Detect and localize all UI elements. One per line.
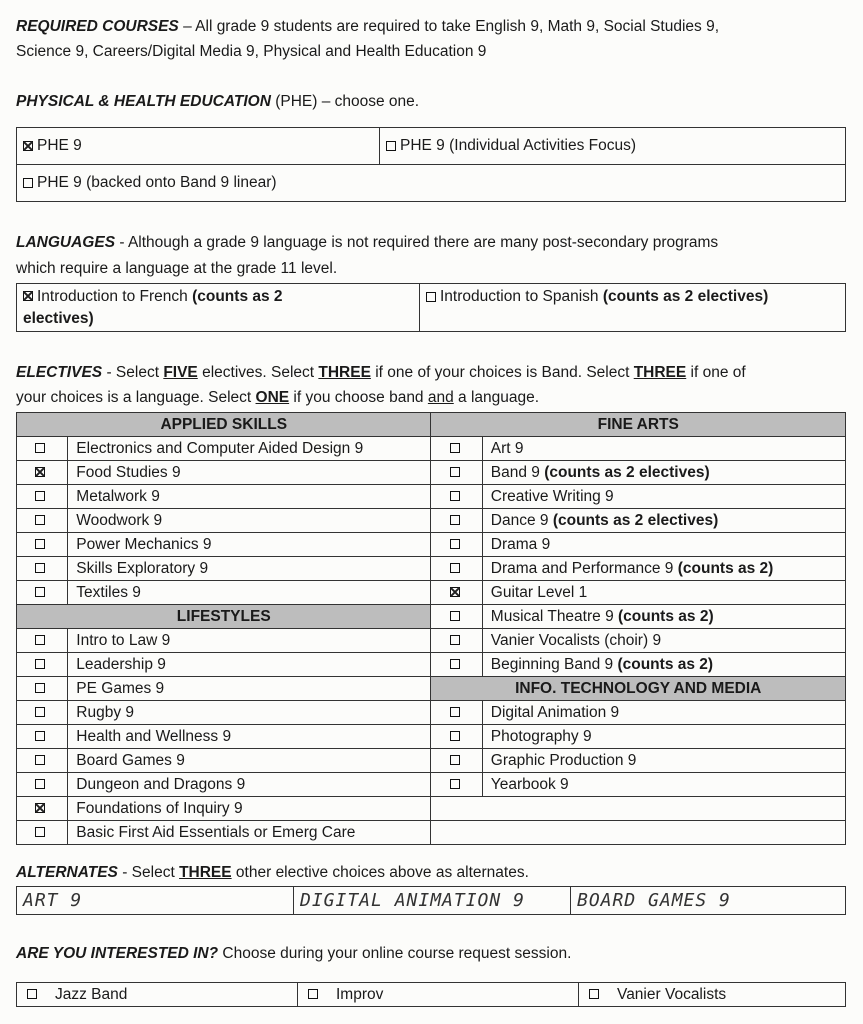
elective-option[interactable] — [68, 773, 431, 797]
checkbox-checked-icon[interactable] — [23, 141, 33, 151]
electives-text-line1 — [16, 364, 746, 382]
elective-checkbox-cell[interactable] — [17, 629, 68, 653]
elective-option[interactable] — [482, 653, 845, 677]
alternates-section-title — [16, 864, 529, 882]
elective-note: (counts as 2 electives) — [552, 511, 719, 529]
table-row — [17, 461, 846, 485]
languages-section-title — [16, 234, 718, 252]
elective-option[interactable] — [482, 749, 845, 773]
elective-note: (counts as 2 electives) — [544, 463, 710, 481]
alternate-field-2[interactable]: DIGITAL ANIMATION 9 — [294, 887, 571, 915]
elective-label: Drama 9 — [490, 535, 551, 553]
elective-option[interactable] — [68, 461, 431, 485]
alternates-table — [16, 886, 846, 915]
elective-checkbox-cell[interactable] — [431, 533, 482, 557]
table-row — [17, 629, 846, 653]
checkbox-icon[interactable] — [589, 989, 599, 999]
table-row — [17, 437, 846, 461]
elective-label: Health and Wellness 9 — [76, 727, 232, 745]
elective-option[interactable] — [482, 533, 845, 557]
required-text-line2: Science 9, Careers/Digital Media 9, Physical and Health Education 9 — [16, 43, 487, 60]
elective-checkbox-cell[interactable] — [431, 581, 482, 605]
elective-checkbox-cell[interactable] — [431, 773, 482, 797]
checkbox-icon[interactable] — [35, 683, 45, 693]
electives-emphasis: ONE — [255, 389, 290, 406]
elective-label: Board Games 9 — [76, 751, 185, 769]
category-header: APPLIED SKILLS — [17, 413, 431, 437]
elective-option[interactable] — [68, 509, 431, 533]
electives-emphasis: FIVE — [163, 364, 198, 381]
checkbox-icon[interactable] — [450, 731, 460, 741]
checkbox-icon[interactable] — [23, 178, 33, 188]
elective-note: (counts as 2) — [677, 559, 774, 577]
phe-option-3[interactable] — [17, 165, 846, 202]
checkbox-icon[interactable] — [35, 491, 45, 501]
elective-option[interactable] — [482, 485, 845, 509]
checkbox-icon[interactable] — [450, 539, 460, 549]
table-row — [17, 413, 846, 437]
elective-label: Band 9 — [490, 463, 545, 481]
elective-option[interactable] — [482, 773, 845, 797]
elective-checkbox-cell[interactable] — [17, 557, 68, 581]
language-option-label: Introduction to Spanish — [440, 288, 603, 305]
empty-cell — [431, 797, 846, 821]
checkbox-icon[interactable] — [35, 539, 45, 549]
elective-checkbox-cell[interactable] — [431, 557, 482, 581]
elective-option[interactable] — [482, 605, 845, 629]
checkbox-icon[interactable] — [450, 659, 460, 669]
electives-text: your choices is a language. Select — [16, 389, 256, 406]
checkbox-icon[interactable] — [450, 755, 460, 765]
language-option-note: (counts as 2 — [192, 287, 283, 305]
alternate-field-3[interactable]: BOARD GAMES 9 — [571, 887, 846, 915]
table-row — [17, 533, 846, 557]
category-header: LIFESTYLES — [17, 605, 431, 629]
elective-checkbox-cell[interactable] — [17, 773, 68, 797]
checkbox-icon[interactable] — [450, 563, 460, 573]
checkbox-checked-icon[interactable] — [23, 291, 33, 301]
language-option-french[interactable] — [17, 284, 420, 332]
checkbox-icon[interactable] — [35, 731, 45, 741]
elective-checkbox-cell[interactable] — [17, 821, 68, 845]
elective-option[interactable] — [68, 749, 431, 773]
electives-text: if you choose band — [289, 389, 428, 406]
checkbox-icon[interactable] — [450, 443, 460, 453]
phe-option-1[interactable] — [17, 128, 380, 165]
table-row — [17, 653, 846, 677]
elective-checkbox-cell[interactable] — [431, 701, 482, 725]
table-row — [17, 749, 846, 773]
required-text-line1: – All grade 9 students are required to take English 9, Math 9, Social Studies 9, — [178, 18, 720, 35]
table-row — [17, 725, 846, 749]
elective-checkbox-cell[interactable] — [17, 701, 68, 725]
elective-label: Digital Animation 9 — [490, 703, 620, 721]
alternate-field-1[interactable]: ART 9 — [17, 887, 294, 915]
table-row — [17, 701, 846, 725]
table-row — [17, 677, 846, 701]
elective-label: Leadership 9 — [76, 655, 166, 673]
elective-label: Beginning Band 9 — [490, 655, 618, 673]
elective-label: Skills Exploratory 9 — [76, 559, 209, 577]
interest-option-jazz-band[interactable] — [17, 983, 298, 1007]
table-row — [17, 581, 846, 605]
elective-label: Graphic Production 9 — [490, 751, 637, 769]
elective-label: Drama and Performance 9 — [490, 559, 678, 577]
checkbox-icon[interactable] — [450, 779, 460, 789]
elective-checkbox-cell[interactable] — [17, 725, 68, 749]
required-section — [16, 18, 719, 36]
elective-checkbox-cell[interactable] — [431, 749, 482, 773]
interest-option-label: Jazz Band — [55, 985, 128, 1003]
elective-checkbox-cell[interactable] — [431, 725, 482, 749]
elective-label: Food Studies 9 — [76, 463, 181, 481]
elective-option[interactable] — [68, 797, 431, 821]
elective-label: PE Games 9 — [76, 679, 165, 697]
elective-label: Photography 9 — [490, 727, 592, 745]
elective-option[interactable] — [482, 437, 845, 461]
checkbox-checked-icon[interactable] — [35, 803, 45, 813]
interest-option-improv[interactable] — [298, 983, 579, 1007]
elective-checkbox-cell[interactable] — [431, 629, 482, 653]
elective-option[interactable] — [68, 533, 431, 557]
phe-option-label: PHE 9 — [37, 137, 82, 154]
interest-option-label: Improv — [336, 985, 384, 1003]
checkbox-icon[interactable] — [35, 755, 45, 765]
phe-heading-suffix: (PHE) – choose one. — [270, 93, 420, 110]
elective-option[interactable] — [482, 629, 845, 653]
elective-option[interactable] — [68, 557, 431, 581]
phe-heading: PHYSICAL & HEALTH EDUCATION — [16, 93, 271, 110]
category-header: FINE ARTS — [431, 413, 846, 437]
table-row — [17, 509, 846, 533]
alternates-emphasis: THREE — [179, 864, 232, 881]
elective-checkbox-cell[interactable] — [431, 461, 482, 485]
elective-option[interactable] — [482, 557, 845, 581]
elective-label: Rugby 9 — [76, 703, 135, 721]
checkbox-icon[interactable] — [35, 707, 45, 717]
checkbox-icon[interactable] — [450, 635, 460, 645]
phe-option-label: PHE 9 (backed onto Band 9 linear) — [37, 174, 277, 191]
elective-checkbox-cell[interactable] — [17, 677, 68, 701]
elective-label: Yearbook 9 — [490, 775, 569, 793]
table-row — [17, 485, 846, 509]
electives-text-line2 — [16, 389, 539, 407]
checkbox-icon[interactable] — [35, 587, 45, 597]
elective-checkbox-cell[interactable] — [17, 509, 68, 533]
elective-checkbox-cell[interactable] — [17, 797, 68, 821]
elective-option[interactable] — [68, 677, 431, 701]
electives-emphasis: and — [427, 389, 454, 406]
checkbox-icon[interactable] — [35, 443, 45, 453]
table-row — [17, 773, 846, 797]
elective-option[interactable] — [68, 725, 431, 749]
elective-checkbox-cell[interactable] — [17, 461, 68, 485]
languages-heading: LANGUAGES — [16, 234, 116, 251]
alternates-heading: ALTERNATES — [16, 864, 118, 881]
checkbox-icon[interactable] — [35, 635, 45, 645]
language-option-label: Introduction to French — [37, 287, 193, 305]
checkbox-icon[interactable] — [35, 563, 45, 573]
elective-checkbox-cell[interactable] — [431, 509, 482, 533]
phe-option-2[interactable] — [380, 128, 846, 165]
elective-label: Dungeon and Dragons 9 — [76, 775, 246, 793]
elective-checkbox-cell[interactable] — [431, 605, 482, 629]
phe-section-title — [16, 93, 419, 111]
checkbox-icon[interactable] — [426, 292, 436, 302]
language-option-note-cont: electives) — [23, 309, 94, 327]
electives-text: - Select — [102, 364, 164, 381]
elective-label: Dance 9 — [490, 511, 553, 529]
interest-option-vanier-vocalists[interactable] — [579, 983, 846, 1007]
elective-label: Creative Writing 9 — [490, 487, 614, 505]
elective-option[interactable] — [68, 653, 431, 677]
table-row — [17, 557, 846, 581]
checkbox-icon[interactable] — [450, 515, 460, 525]
interested-table — [16, 982, 846, 1007]
elective-checkbox-cell[interactable] — [17, 581, 68, 605]
elective-note: (counts as 2) — [617, 655, 714, 673]
elective-option[interactable] — [68, 821, 431, 845]
table-row — [17, 797, 846, 821]
elective-label: Guitar Level 1 — [490, 583, 588, 601]
electives-emphasis: THREE — [633, 364, 687, 381]
electives-text: electives. Select — [197, 364, 319, 381]
elective-checkbox-cell[interactable] — [431, 653, 482, 677]
elective-label: Intro to Law 9 — [76, 631, 171, 649]
electives-text: a language. — [453, 389, 540, 406]
elective-option[interactable] — [68, 701, 431, 725]
elective-label: Foundations of Inquiry 9 — [76, 799, 243, 817]
checkbox-icon[interactable] — [450, 611, 460, 621]
elective-note: (counts as 2) — [618, 607, 714, 625]
interest-option-label: Vanier Vocalists — [617, 985, 727, 1003]
language-option-spanish[interactable] — [420, 284, 846, 332]
alternates-text: other elective choices above as alternates. — [231, 864, 529, 881]
elective-label: Textiles 9 — [76, 583, 141, 601]
phe-option-label: PHE 9 (Individual Activities Focus) — [400, 137, 637, 154]
elective-option[interactable] — [482, 509, 845, 533]
elective-checkbox-cell[interactable] — [431, 437, 482, 461]
elective-checkbox-cell[interactable] — [17, 533, 68, 557]
interested-heading: ARE YOU INTERESTED IN? — [16, 945, 219, 962]
checkbox-icon[interactable] — [35, 659, 45, 669]
interested-section-title — [16, 945, 571, 963]
elective-option[interactable] — [68, 437, 431, 461]
checkbox-checked-icon[interactable] — [450, 587, 460, 597]
table-row — [17, 605, 846, 629]
language-option-note: (counts as 2 electives) — [602, 288, 769, 305]
checkbox-icon[interactable] — [450, 491, 460, 501]
elective-label: Metalwork 9 — [76, 487, 160, 505]
elective-option[interactable] — [482, 581, 845, 605]
table-row — [17, 821, 846, 845]
elective-checkbox-cell[interactable] — [431, 485, 482, 509]
elective-label: Basic First Aid Essentials or Emerg Care — [76, 823, 356, 841]
category-header: INFO. TECHNOLOGY AND MEDIA — [431, 677, 846, 701]
languages-text-line2: which require a language at the grade 11 level. — [16, 260, 338, 277]
electives-text: if one of — [686, 364, 746, 381]
checkbox-icon[interactable] — [386, 141, 396, 151]
elective-label: Musical Theatre 9 — [490, 607, 618, 625]
checkbox-icon[interactable] — [35, 827, 45, 837]
elective-option[interactable] — [68, 581, 431, 605]
checkbox-icon[interactable] — [27, 989, 37, 999]
elective-label: Power Mechanics 9 — [76, 535, 212, 553]
elective-checkbox-cell[interactable] — [17, 653, 68, 677]
electives-emphasis: THREE — [318, 364, 371, 381]
languages-options-table — [16, 283, 846, 332]
interested-text: Choose during your online course request session. — [218, 945, 572, 962]
elective-label: Electronics and Computer Aided Design 9 — [76, 439, 364, 457]
elective-option[interactable] — [68, 629, 431, 653]
elective-checkbox-cell[interactable] — [17, 749, 68, 773]
checkbox-icon[interactable] — [35, 779, 45, 789]
elective-label: Art 9 — [490, 439, 524, 457]
checkbox-icon[interactable] — [450, 467, 460, 477]
required-heading: REQUIRED COURSES — [16, 18, 179, 35]
electives-table — [16, 412, 846, 845]
elective-option[interactable] — [482, 725, 845, 749]
checkbox-icon[interactable] — [450, 707, 460, 717]
elective-option[interactable] — [68, 485, 431, 509]
languages-text-line1: - Although a grade 9 language is not required there are many post-secondary programs — [115, 234, 719, 251]
elective-label: Vanier Vocalists (choir) 9 — [490, 631, 662, 649]
checkbox-checked-icon[interactable] — [35, 467, 45, 477]
empty-cell — [431, 821, 846, 845]
elective-option[interactable] — [482, 461, 845, 485]
checkbox-icon[interactable] — [308, 989, 318, 999]
elective-label: Woodwork 9 — [76, 511, 163, 529]
electives-text: if one of your choices is Band. Select — [370, 364, 634, 381]
elective-checkbox-cell[interactable] — [17, 437, 68, 461]
elective-checkbox-cell[interactable] — [17, 485, 68, 509]
alternates-text: - Select — [117, 864, 180, 881]
elective-option[interactable] — [482, 701, 845, 725]
electives-heading: ELECTIVES — [16, 364, 103, 381]
phe-options-table — [16, 127, 846, 202]
checkbox-icon[interactable] — [35, 515, 45, 525]
